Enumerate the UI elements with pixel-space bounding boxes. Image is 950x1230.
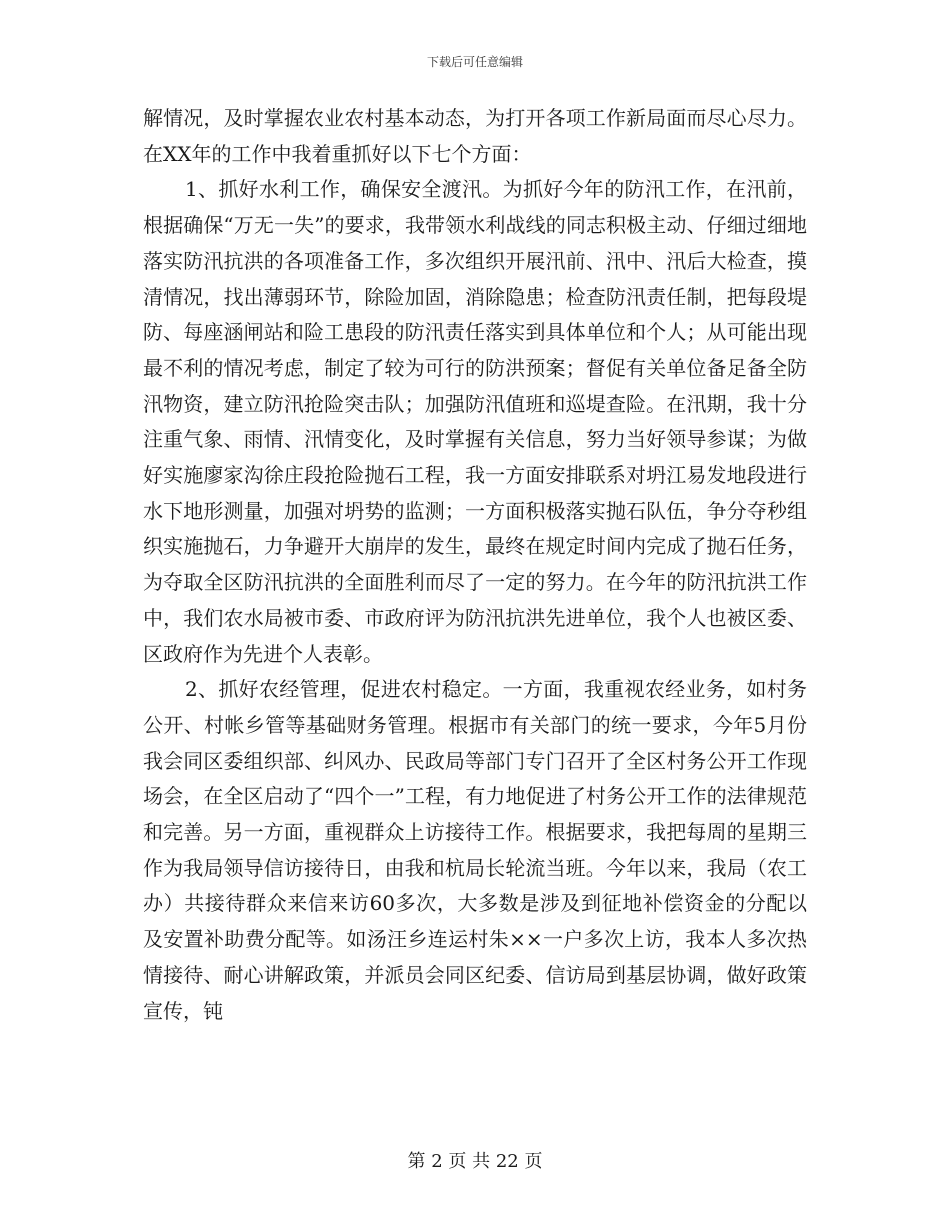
paragraph-continuation: 解情况，及时掌握农业农村基本动态，为打开各项工作新局面而尽心尽力。在XX年的工作中我着重抓好以下七个方面： (143, 106, 807, 166)
document-body (143, 101, 807, 1029)
paragraph-rural-economy: 2、抓好农经管理，促进农村稳定。一方面，我重视农经业务，如村务公开、村帐乡管等基础财务管理。根据市有关部门的统一要求，今年5月份我会同区委组织部、纠风办、民政局等部门专门召开了全区村务公开工作现场会，在全区启动了“四个一”工程，有力地促进了村务公开工作的法律规范和完善。另一方面，重视群众上访接待工作。根据要求，我把每周的星期三作为我局领导信访接待日，由我和杭局长轮流当班。今年以来，我局（农工办）共接待群众来信来访60多次，大多数是涉及到征地补偿资金的分配以及安置补助费分配等。如汤汪乡连运村朱××一户多次上访，我本人多次热情接待、耐心讲解政策，并派员会同区纪委、信访局到基层协调，做好政策宣传，钝 (143, 677, 807, 1023)
page-header: 下载后可任意编辑 (426, 55, 523, 69)
paragraph-water-conservancy: 1、抓好水利工作，确保安全渡汛。为抓好今年的防汛工作，在汛前，根据确保“万无一失”的要求，我带领水利战线的同志积极主动、仔细过细地落实防汛抗洪的各项准备工作，多次组织开展汛前、汛中、汛后大检查，摸清情况，找出薄弱环节，除险加固，消除隐患；检查防汛责任制，把每段堤防、每座涵闸站和险工患段的防汛责任落实到具体单位和个人；从可能出现最不利的情况考虑，制定了较为可行的防洪预案；督促有关单位备足备全防汛物资，建立防汛抢险突击队；加强防汛值班和巡堤查险。在汛期，我十分注重气象、雨情、汛情变化，及时掌握有关信息，努力当好领导参谋；为做好实施廖家沟徐庄段抢险抛石工程，我一方面安排联系对坍江易发地段进行水下地形测量，加强对坍势的监测；一方面积极落实抛石队伍，争分夺秒组织实施抛石，力争避开大崩岸的发生，最终在规定时间内完成了抛石任务，为夺取全区防汛抗洪的全面胜利而尽了一定的努力。在今年的防汛抗洪工作中，我们农水局被市委、市政府评为防汛抗洪先进单位，我个人也被区委、区政府作为先进个人表彰。 (143, 177, 807, 666)
page-number-footer: 第 2 页 共 22 页 (407, 1151, 543, 1172)
